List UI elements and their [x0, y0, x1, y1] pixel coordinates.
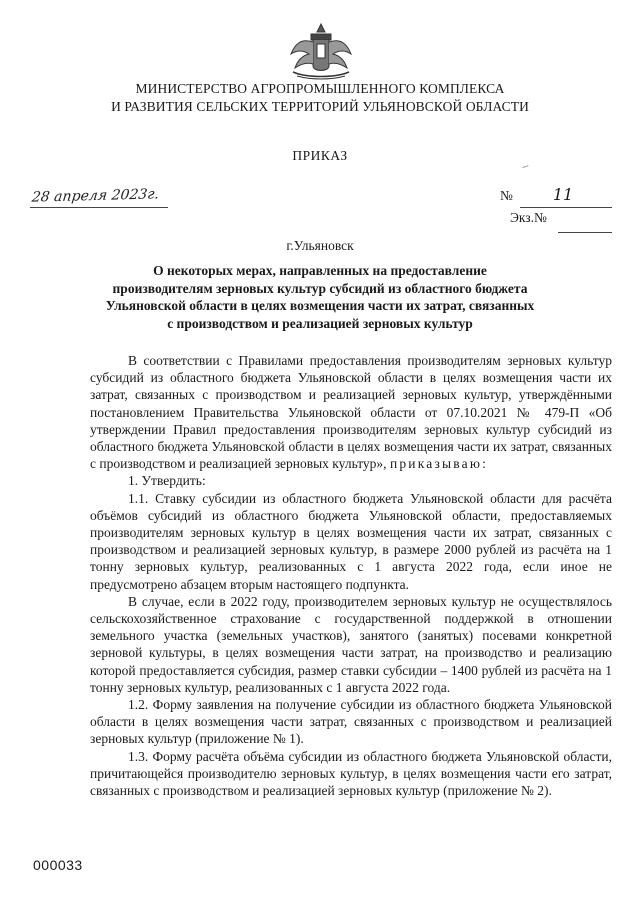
item-1: 1. Утвердить:: [128, 473, 206, 489]
subject-line4: с производством и реализацией зерновых культур: [167, 315, 473, 331]
document-code: 000033: [33, 857, 83, 873]
copy-number-label: Экз.№: [510, 210, 547, 225]
item-1-3: 1.3. Форму расчёта объёма субсидии из областного бюджета Ульяновской области, причитающейся производителю зерновых культур, в целях возмещения части его затрат, связанных с производством и реализацией зерновых культур (приложение № 2).: [90, 748, 612, 799]
number-label: №: [500, 188, 513, 203]
subject-line2: производителям зерновых культур субсидий из областного бюджета: [112, 280, 528, 296]
coat-of-arms-emblem: [287, 20, 355, 80]
city-name: г.Ульяновск: [286, 238, 354, 253]
intro-paragraph: [90, 352, 612, 472]
intro-orders: приказываю:: [389, 456, 489, 472]
ministry-name-line1: МИНИСТЕРСТВО АГРОПРОМЫШЛЕННОГО КОМПЛЕКСА: [135, 81, 505, 96]
item-1-1-case: В случае, если в 2022 году, производителем зерновых культур не осуществлялось сельскохозяйственное страхование с государственной поддержкой в отношении земельного участка (земельных участков), занятого (занятых) посевами конкретной зерновой культуры, в целях возмещения части затрат, на производство и реализацию которой предоставляется субсидия, размер ставки субсидии – 1400 рублей из расчёта на 1 тонну зерновых культур, реализованных с 1 августа 2022 года.: [90, 593, 612, 695]
order-body: [90, 352, 612, 799]
order-subject: [95, 262, 545, 332]
date-underline: [30, 207, 168, 208]
subject-line3: Ульяновской области в целях возмещения части их затрат, связанных: [105, 298, 535, 313]
item-1-2: 1.2. Форму заявления на получение субсидии из областного бюджета Ульяновской области в целях возмещения части затрат, связанных с производством и реализацией зерновых культур (приложение № 1).: [90, 697, 612, 747]
intro-text: В соответствии с Правилами предоставления производителям зерновых культур субсидий из областного бюджета Ульяновской области в целях возмещения части их затрат, связанных с производством и реализацией зерновых культур, утверждёнными постановлением Правительства Ульяновской области от 07.10.2021 № 479-П «Об утверждении Правил предоставления производителям зерновых культур субсидий из областного бюджета Ульяновской области в целях возмещения части их затрат, связанных с производством и реализацией зерновых культур»,: [90, 353, 612, 472]
handwritten-date: 28 апреля 2023г.: [30, 186, 160, 206]
number-underline: [520, 207, 612, 208]
order-number-value: 11: [552, 185, 574, 204]
ministry-name: [60, 80, 580, 116]
copy-number-underline: [558, 232, 612, 233]
subject-line1: О некоторых мерах, направленных на предоставление: [153, 263, 487, 278]
ministry-name-line2: И РАЗВИТИЯ СЕЛЬСКИХ ТЕРРИТОРИЙ УЛЬЯНОВСКОЙ ОБЛАСТИ: [111, 99, 529, 114]
item-1-1: 1.1. Ставку субсидии из областного бюджета Ульяновской области для расчёта объёмов субсидий из областного бюджета Ульяновской области, предоставляемых производителям зерновых культур в целях возмещения части их затрат, связанных с производством и реализацией зерновых культур, в размере 2000 рублей из расчёта на 1 тонну зерновых культур, реализованных с 1 августа 2022 года, если иное не предусмотрено абзацем вторым настоящего подпункта.: [90, 490, 612, 592]
document-title: ПРИКАЗ: [292, 148, 348, 163]
scan-mark: [522, 165, 529, 171]
